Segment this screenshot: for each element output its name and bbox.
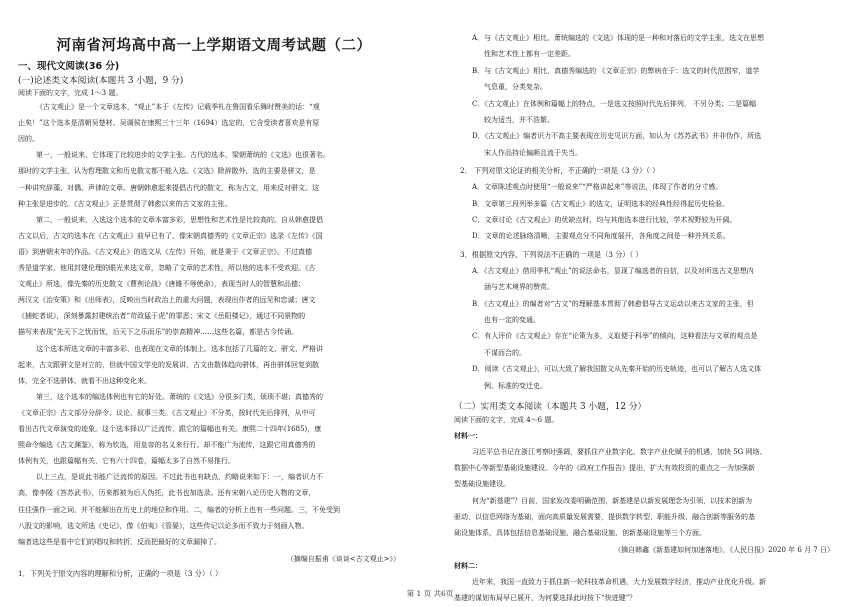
text-line: 那时的文学主张，认为哲理散文和历史散文都不能入选。《文选》除辞散外，选的主要是骈文，是 (18, 167, 316, 176)
text-line: 文观止》所选，像先秦的历史散文《曹刿论战》《唐雎不辱使命》，表现当时人的智慧和品德； (18, 280, 305, 289)
text-line: 秀是道学家，他用封建伦理的眼光来选文章，忽略了文章的艺术性，所以他的选本不受欢迎。《古 (18, 264, 316, 272)
text-line: B．《古文观止》的编者对“古文”的理解基本贯彻了韩愈倡导古文运动以来古文家的主张，但 (472, 299, 754, 308)
text-line: 熙命令编选《古文渊鉴》，称为钦选，用皇帝的名义来行行。却不能广为流传，这跟它用真德秀的 (18, 441, 316, 450)
text-line: 编者选这些是看中它们的唱叹和转折，反而把最好的文章漏掉了。 (18, 537, 221, 546)
instruction-text-2: 阅读下面的文字，完成 4～6 题。 (454, 416, 559, 424)
text-line: 性和艺术性上都有一定差距。 (484, 50, 575, 59)
text-line: 因的。 (18, 135, 39, 144)
instruction-text: 阅读下面的文字，完成 1～3 题。 (18, 89, 123, 97)
text-line: 气息重，分类复杂。 (484, 83, 547, 92)
text-line: 体，完全不选骈体，就看不出这种变化来。 (18, 376, 151, 385)
text-line: 《古文观止》是一个文章选本，“观止”本于《左传》记载季札在鲁国看乐舞时赞美的话：“观 (36, 103, 320, 111)
text-line: 起来，古文跟骈文是对立的，但就中国文学史的发展讲，古文由散体趋向骈体，再由骈体回复到散 (18, 360, 319, 369)
subsection-heading-2: （二）实用类文本阅读（本题共 3 小题，12 分） (454, 402, 647, 412)
text-line: 描写来表现“先天下之忧而忧，后天下之乐而乐”的崇高精神……这些名篇，都是古今传诵。 (18, 328, 299, 337)
text-line: A．《古文观止》借用季札“观止”的说法命名，显现了编选者的自信，以及对所选古文思想内 (472, 266, 754, 275)
text-line: D．阅读《古文观止》，可以大致了解我国散文从先秦开始的历史轨迹，也可以了解古人选文体 (472, 365, 762, 374)
text-line: 种主张是进步的。《古文观止》正是贯彻了韩愈以来的古文家的主张。 (18, 199, 232, 208)
text-line: 看出古代文章演变的迹象。这个选本择以广泛流传，跟它的篇幅也有关。康熙二十四年(1685)，康 (18, 425, 322, 433)
text-line: 语》到唐朝末年的作品。《古文观止》的选文从《左传》开始，就是秉于《文章正宗》。不过真德 (18, 247, 312, 256)
text-line: B．与《古文观止》相比，真德秀编选的 《文章正宗》的弊病在于：选文的时代范围窄，道学 (472, 66, 760, 75)
text-line: 驱动，以信息网络为基础，面向高质量发展需要，提供数字转型、职能升级、融合创新等服务的基 (454, 512, 755, 521)
text-line: 《文章正宗》古文部分分辞令、议论、叙事三类。《古文观止》不分类，按时代先后排列，从中可 (18, 408, 316, 417)
material-1-citation: （摘自韩鑫《新基建如何加速落地》，《人民日报》2020 年 6 月 7 日） (614, 546, 834, 555)
material-2-label: 材料二： (454, 562, 482, 571)
material-1-label: 材料一： (454, 432, 482, 440)
text-line: C．文章讨论《古文观止》的优缺点时，均与其他选本进行比较，学术视野较为开阔。 (472, 216, 737, 224)
text-line: 宋人作品持论偏颇且流于失当。 (484, 148, 582, 157)
question-2: 2． 下列对原文论证的相关分析，不正确的一项是（3 分）（ ） (460, 166, 660, 176)
text-line: 第一，一般说来，它体现了比较进步的文学主张。古代的选本，梁朝萧统的《文选》也很著名。 (36, 151, 330, 160)
text-line: 近年来，我国一直致力于抓住新一轮科技革命机遇，大力发展数字经济，推动产业优化升级。新 (472, 578, 766, 587)
text-line: 往往强作一面之词，并不能解出在历史上的地位和作用。二，编者的分析上也有一些问题。三，不免受到 (18, 505, 340, 514)
passage-citation: （摘编自振甫《谈谈<古文观止>》） (286, 554, 400, 563)
text-line: 止矣！”这个选本是清朝吴楚材、吴调侯在康熙三十三年（1694）选定的，它含受读者喜欢是有原 (18, 119, 320, 128)
question-1: 1．下列关于原文内容的理解和分析，正确的一项是（3 分）（ ） (18, 568, 223, 578)
text-line: 体例有关，也跟篇幅有关，它有六十四卷，篇幅太多了自然不易推行。 (18, 457, 235, 466)
text-line: 第二，一般说来，入选这个选本的文章本富多彩，思想性和艺术性是比较高的。自从韩愈提倡 (36, 215, 323, 224)
text-line: 不谋而合的。 (484, 348, 526, 357)
text-line: C．《古文观止》在体例和篇幅上的特点，一是选文按照时代先后排列， 不另分类；二是篇幅 (472, 99, 757, 108)
page-title: 河南省河坞高中高一上学期语文周考试题（二） (56, 38, 372, 54)
text-line: 涵与艺术境界的赞赏。 (484, 283, 554, 292)
text-line: 也有一定的变通。 (484, 316, 540, 324)
text-line: A．与《古文观止》相比，萧统编选的《文选》体现的是一种和对落后的文学主张，选文在思想 (472, 34, 765, 42)
text-line: B．文章第三段列举多篇《古文观止》的选文，证明选本的经典性经得起历史检验。 (472, 199, 730, 208)
text-line: 习近平总书记在浙江考察时强调，要抓住产业数字化、数字产业化赋予的机遇，加快 5G 网络、 (472, 448, 767, 456)
text-line: 一种讲究辞藻、对偶、声律的文章。唐朝韩愈起来提倡古代的散文，称为古文，用来反对骈文。这 (18, 183, 319, 192)
subsection-heading: (一)论述类文本阅读(本题共 3 小题，9 分) (18, 76, 184, 86)
text-line: D．文章的论述脉络清晰，主要观点分不同角度展开，各角度之间是一种并列关系。 (472, 232, 730, 241)
text-line: C．有人评价《古文观止》存在“论策为多，义取便于科举”的倾向，这种看法与文章的观点是 (472, 332, 758, 341)
text-line: 第三，这个选本的编选体例也有它的好处。萧统的《文选》分很多门类，烦琐不堪；真德秀的 (36, 392, 323, 401)
text-line: D．《古文观止》编者识力不高主要表现在历史见识方面，如认为《苏苏武书》并非伪作，所选 (472, 132, 762, 141)
text-line: 《捕蛇者说》，深刻暴露封建统治者“苛政猛于虎”的罪恶；宋文《岳阳楼记》，通过不同景物的 (18, 312, 306, 321)
text-line: 八股文的影响，选文所选《史记》，像《伯夷》《管晏》，这些传记以论多而不致力于刻画人物。 (18, 521, 309, 530)
page-footer: 第 1 页 共6页 (406, 589, 454, 598)
text-line: 何为“新基建”？目前，国家发改委明确范围，新基建是以新发展理念为引领，以技术创新为 (472, 496, 753, 505)
text-line: 这个选本所选文章的丰富多彩，也表现在文章的体制上。选本包括了几篇的文、骈文、严格讲 (36, 344, 323, 353)
text-line: 础设施体系，具体包括信息基础设施、融合基础设施、创新基础设施等三个方面。 (454, 529, 706, 537)
text-line: 数据中心等新型基础设施建设。今年的《政府工作报告》提出，扩大有效投资的重点之一为加强新 (454, 464, 755, 473)
text-line: 较为适当，并不浩繁。 (484, 116, 554, 124)
text-line: 基建的谋划布局早已展开，为何要选择此时按下“快进键”？ (454, 594, 637, 603)
text-line: 两汉文《治安策》和《出师表》，反映出当时政治上的重大问题，表现出作者的远见和忠诚；唐文 (18, 296, 316, 305)
text-line: 高，像李陵《答苏武书》，历来都被为后人伪托，此书也加选录。还有宋朝八论历史人物的文章， (18, 489, 316, 498)
text-line: 古文以后，古文的选本在《古文观止》前早已有了，像宋朝真德秀的《文章正宗》选录《左传》《国 (18, 231, 323, 240)
text-line: A．文章陈述观点时使用“一般说来”“严格讲起来”等说法，体现了作者的分寸感。 (472, 183, 723, 192)
text-line: 以上三点，是说此书能广泛流传的原因。不过此书也有缺点，约略说来如下：一，编者识力不 (36, 473, 323, 482)
text-line: 例、标准的变迁史。 (484, 381, 547, 390)
question-3: 3．根据原文内容，下列说法不正确的一项是（3 分）（ ） (460, 249, 643, 259)
section-heading: 一、现代文阅读(36 分) (18, 61, 120, 72)
text-line: 型基础设施建设。 (454, 480, 510, 489)
